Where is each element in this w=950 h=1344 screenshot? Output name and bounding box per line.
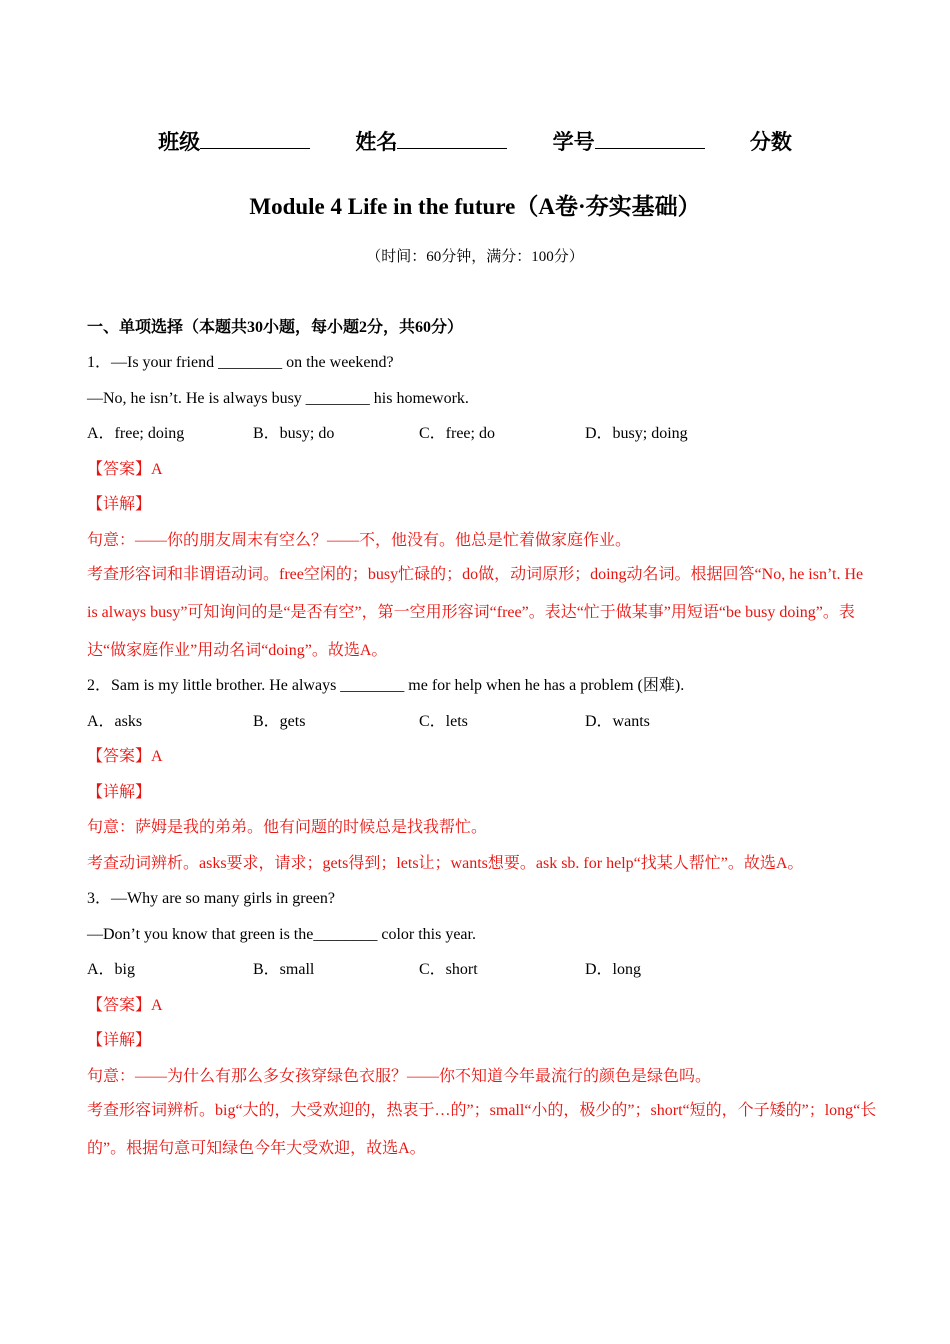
class-field: 班级 (158, 126, 310, 156)
exam-time-info: （时间：60分钟，满分：100分） (366, 249, 584, 265)
options-row (87, 708, 877, 735)
option-b: B．gets (253, 712, 306, 730)
explanation-translation: 句意：——为什么有那么多女孩穿绿色衣服？——你不知道今年最流行的颜色是绿色吗。 (87, 1067, 712, 1085)
options-row (87, 956, 877, 983)
name-field: 姓名 (355, 126, 507, 156)
question-stem: 3．—Why are so many girls in green? (87, 890, 335, 907)
answer: 【答案】A (87, 460, 163, 478)
option-c: C．lets (419, 712, 468, 730)
explanation-analysis: 考查形容词辨析。big“大的，大受欢迎的，热衷于…的”；small“小的，极少的”；short“短的，个子矮的”；long“长的”。根据句意可知绿色今年大受欢迎，故选A。 (87, 1102, 877, 1157)
page-title: Module 4 Life in the future（A卷·夯实基础） (249, 194, 701, 219)
question-3 (87, 885, 877, 1168)
question-stem: —No, he isn’t. He is always busy ________ his homework. (87, 389, 469, 407)
exam-content (87, 314, 877, 1168)
question-stem: 1．—Is your friend ________ on the weekend? (87, 354, 394, 371)
option-c: C．free; do (419, 425, 495, 442)
explanation-analysis: 考查形容词和非谓语动词。free空闲的；busy忙碌的；do做，动词原形；doing动名词。根据回答“No, he isn’t. He is always busy”可知询问的是“是否有空”，第一空用形容词“free”。表达“忙于做某事”用短语“be busy doing”。表达“做家庭作业”用动名词“doing”。故选A。 (87, 566, 864, 659)
question-1 (87, 349, 877, 670)
section-title: 一、单项选择（本题共30小题，每小题2分，共60分） (87, 319, 464, 336)
detail-label: 【详解】 (87, 783, 152, 801)
option-d: D．wants (585, 712, 650, 730)
option-b: B．small (253, 961, 315, 978)
score-field: 分数 (749, 130, 792, 154)
detail-label: 【详解】 (87, 496, 152, 513)
option-a: A．big (87, 961, 136, 978)
option-a: A．free; doing (87, 425, 185, 442)
student-number-field: 学号 (553, 126, 705, 156)
option-d: D．long (585, 961, 642, 978)
answer: 【答案】A (87, 748, 163, 765)
detail-label: 【详解】 (87, 1032, 152, 1049)
explanation-analysis: 考查动词辨析。asks要求，请求；gets得到；lets让；wants想要。ask sb. for help“找某人帮忙”。故选A。 (87, 854, 804, 872)
question-2 (87, 672, 877, 877)
question-stem: 2．Sam is my little brother. He always ________ me for help when he has a problem (困难). (87, 677, 685, 694)
option-a: A．asks (87, 712, 143, 730)
explanation-translation: 句意：萨姆是我的弟弟。他有问题的时候总是找我帮忙。 (87, 819, 488, 836)
explanation-translation: 句意：——你的朋友周末有空么？——不，他没有。他总是忙着做家庭作业。 (87, 531, 632, 549)
answer: 【答案】A (87, 996, 163, 1014)
student-info-fields (0, 126, 950, 156)
name-blank (397, 130, 507, 149)
class-blank (200, 130, 310, 149)
option-b: B．busy; do (253, 425, 335, 442)
options-row (87, 420, 877, 447)
student-number-blank (595, 130, 705, 149)
question-stem: —Don’t you know that green is the________ color this year. (87, 925, 476, 943)
option-c: C．short (419, 961, 478, 978)
option-d: D．busy; doing (585, 425, 688, 442)
